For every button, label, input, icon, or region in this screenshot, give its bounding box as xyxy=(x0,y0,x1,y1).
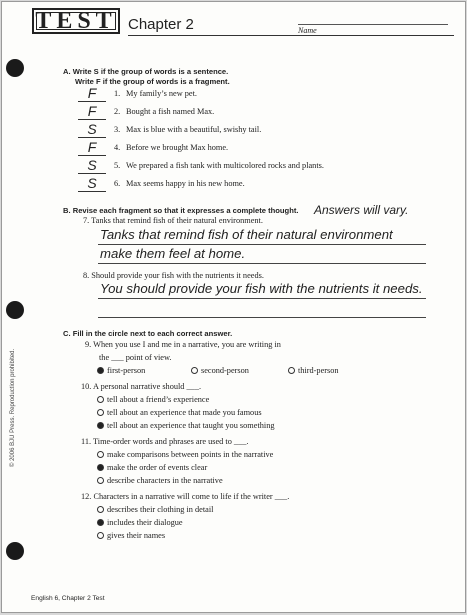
item-number: 1. xyxy=(114,89,121,98)
chapter-title: Chapter 2 xyxy=(128,16,194,33)
item-text: My family’s new pet. xyxy=(126,89,197,98)
copyright-notice: © 2006 BJU Press. Reproduction prohibited. xyxy=(10,348,16,467)
question-prompt: 7. Tanks that remind fish of their natural environment. xyxy=(83,216,263,225)
item-text: Bought a fish named Max. xyxy=(126,107,215,116)
section-a-instruction-2: Write F if the group of words is a fragment. xyxy=(75,77,230,86)
option-label: tell about an experience that taught you something xyxy=(107,421,275,430)
item-number: 4. xyxy=(114,143,121,152)
answer-line[interactable] xyxy=(98,263,426,264)
option-item[interactable] xyxy=(97,450,273,459)
option-second-person[interactable] xyxy=(191,366,249,375)
answer-blank[interactable]: S xyxy=(78,176,106,192)
question-stem: the ___ point of view. xyxy=(99,353,172,362)
question-stem: 12. Characters in a narrative will come to life if the writer ___. xyxy=(81,492,290,501)
option-item[interactable] xyxy=(97,395,209,404)
option-label: make the order of events clear xyxy=(107,463,208,472)
answer-line[interactable] xyxy=(98,244,426,245)
answer-blank[interactable]: F xyxy=(78,104,106,120)
sentence-item xyxy=(78,176,448,192)
question-stem: 9. When you use I and me in a narrative, you are writing in xyxy=(85,340,281,349)
header-rule xyxy=(128,35,454,36)
binder-hole xyxy=(6,301,24,319)
option-label: tell about an experience that made you famous xyxy=(107,408,262,417)
radio-bubble[interactable] xyxy=(97,532,104,539)
binder-hole xyxy=(6,542,24,560)
item-text: Max seems happy in his new home. xyxy=(126,179,245,188)
option-item[interactable] xyxy=(97,505,213,514)
sentence-item xyxy=(78,140,448,156)
sentence-item xyxy=(78,86,448,102)
name-label: Name xyxy=(298,26,317,35)
item-text: Before we brought Max home. xyxy=(126,143,229,152)
question-prompt: 8. Should provide your fish with the nutrients it needs. xyxy=(83,271,264,280)
section-a-instruction: A. Write S if the group of words is a sentence. xyxy=(63,67,229,76)
radio-bubble[interactable] xyxy=(288,367,295,374)
option-item[interactable] xyxy=(97,463,207,472)
name-line xyxy=(298,24,448,25)
sentence-item xyxy=(78,122,448,138)
radio-bubble-filled[interactable] xyxy=(97,367,104,374)
option-label: tell about a friend’s experience xyxy=(107,395,210,404)
item-number: 5. xyxy=(114,161,121,170)
option-item[interactable] xyxy=(97,531,165,540)
option-item[interactable] xyxy=(97,408,262,417)
written-answer: You should provide your fish with the nutrients it needs. xyxy=(100,281,423,296)
radio-bubble[interactable] xyxy=(97,451,104,458)
option-third-person[interactable] xyxy=(288,366,339,375)
option-label: describe characters in the narrative xyxy=(107,476,223,485)
item-number: 3. xyxy=(114,125,121,134)
option-label: describes their clothing in detail xyxy=(107,505,214,514)
option-item[interactable] xyxy=(97,518,183,527)
option-label: gives their names xyxy=(107,531,166,540)
option-first-person[interactable] xyxy=(97,366,145,375)
radio-bubble-filled[interactable] xyxy=(97,464,104,471)
answer-line[interactable] xyxy=(98,317,426,318)
radio-bubble-filled[interactable] xyxy=(97,422,104,429)
sentence-item xyxy=(78,158,448,174)
answer-blank[interactable]: S xyxy=(78,158,106,174)
answer-blank[interactable]: S xyxy=(78,122,106,138)
radio-bubble[interactable] xyxy=(97,396,104,403)
answer-blank[interactable]: F xyxy=(78,86,106,102)
item-number: 6. xyxy=(114,179,121,188)
sentence-item xyxy=(78,104,448,120)
answer-line[interactable] xyxy=(98,298,426,299)
option-item[interactable] xyxy=(97,421,275,430)
item-text: We prepared a fish tank with multicolored rocks and plants. xyxy=(126,161,324,170)
option-label: second-person xyxy=(201,366,249,375)
answers-vary-note: Answers will vary. xyxy=(314,203,409,217)
item-number: 2. xyxy=(114,107,121,116)
test-page xyxy=(1,1,466,613)
option-label: first-person xyxy=(107,366,146,375)
page-footer: English 6, Chapter 2 Test xyxy=(31,595,105,602)
option-label: includes their dialogue xyxy=(107,518,183,527)
section-b-instruction: B. Revise each fragment so that it expresses a complete thought. xyxy=(63,206,299,215)
option-item[interactable] xyxy=(97,476,223,485)
radio-bubble[interactable] xyxy=(191,367,198,374)
answer-blank[interactable]: F xyxy=(78,140,106,156)
option-label: make comparisons between points in the narrative xyxy=(107,450,274,459)
radio-bubble[interactable] xyxy=(97,506,104,513)
binder-hole xyxy=(6,59,24,77)
written-answer: make them feel at home. xyxy=(100,246,246,261)
radio-bubble[interactable] xyxy=(97,477,104,484)
question-stem: 10. A personal narrative should ___. xyxy=(81,382,202,391)
option-label: third-person xyxy=(298,366,339,375)
section-c-instruction: C. Fill in the circle next to each correct answer. xyxy=(63,329,233,338)
test-label: TEST xyxy=(32,8,120,34)
question-stem: 11. Time-order words and phrases are used to ___. xyxy=(81,437,249,446)
written-answer: Tanks that remind fish of their natural environment xyxy=(100,227,393,242)
radio-bubble[interactable] xyxy=(97,409,104,416)
item-text: Max is blue with a beautiful, swishy tail. xyxy=(126,125,262,134)
radio-bubble-filled[interactable] xyxy=(97,519,104,526)
